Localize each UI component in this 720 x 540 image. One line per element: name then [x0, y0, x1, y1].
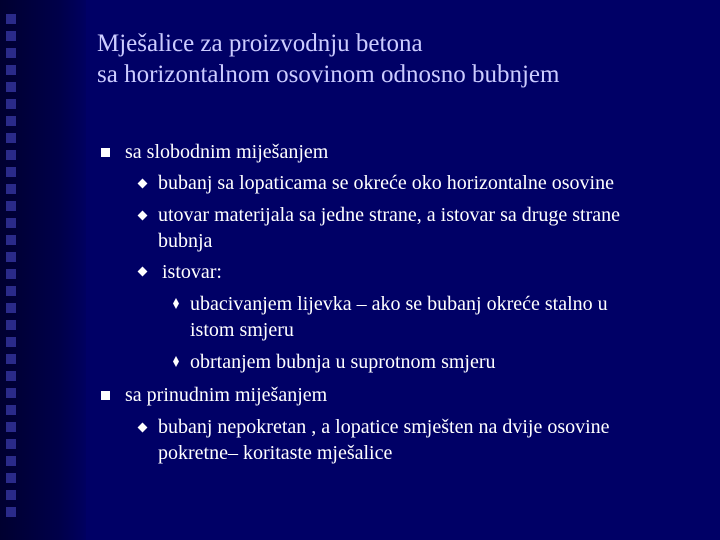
bullet-level2-3: istovar: [162, 261, 222, 283]
diamond-bullet-icon [138, 267, 148, 277]
title-line-2: sa horizontalnom osovinom odnosno bubnjem [97, 61, 560, 88]
lozenge-bullet-icon [173, 356, 179, 367]
diamond-bullet-icon [138, 423, 148, 433]
bullet-level2-4: bubanj nepokretan , a lopatice smješten na dvije osovine [158, 416, 610, 438]
bullet-level2-4-continued: pokretne– koritaste mješalice [158, 442, 393, 464]
diamond-bullet-icon [138, 211, 148, 221]
square-bullet-icon [101, 148, 110, 157]
square-bullet-icon [101, 391, 110, 400]
bullet-level3-1: ubacivanjem lijevka – ako se bubanj okreće stalno u [190, 293, 608, 315]
lozenge-bullet-icon [173, 298, 179, 309]
bullet-level3-2: obrtanjem bubnja u suprotnom smjeru [190, 351, 496, 373]
bullet-level2-2-continued: bubnja [158, 230, 213, 252]
diamond-bullet-icon [138, 179, 148, 189]
bullet-level2-2: utovar materijala sa jedne strane, a istovar sa druge strane [158, 204, 621, 226]
bullet-level1-1: sa slobodnim miješanjem [125, 141, 329, 163]
bullet-level2-1: bubanj sa lopaticama se okreće oko horizontalne osovine [158, 172, 614, 194]
title-line-1: Mješalice za proizvodnju betona [97, 30, 423, 57]
bullet-level3-1-continued: istom smjeru [190, 319, 294, 341]
bullet-level1-2: sa prinudnim miješanjem [125, 384, 328, 406]
